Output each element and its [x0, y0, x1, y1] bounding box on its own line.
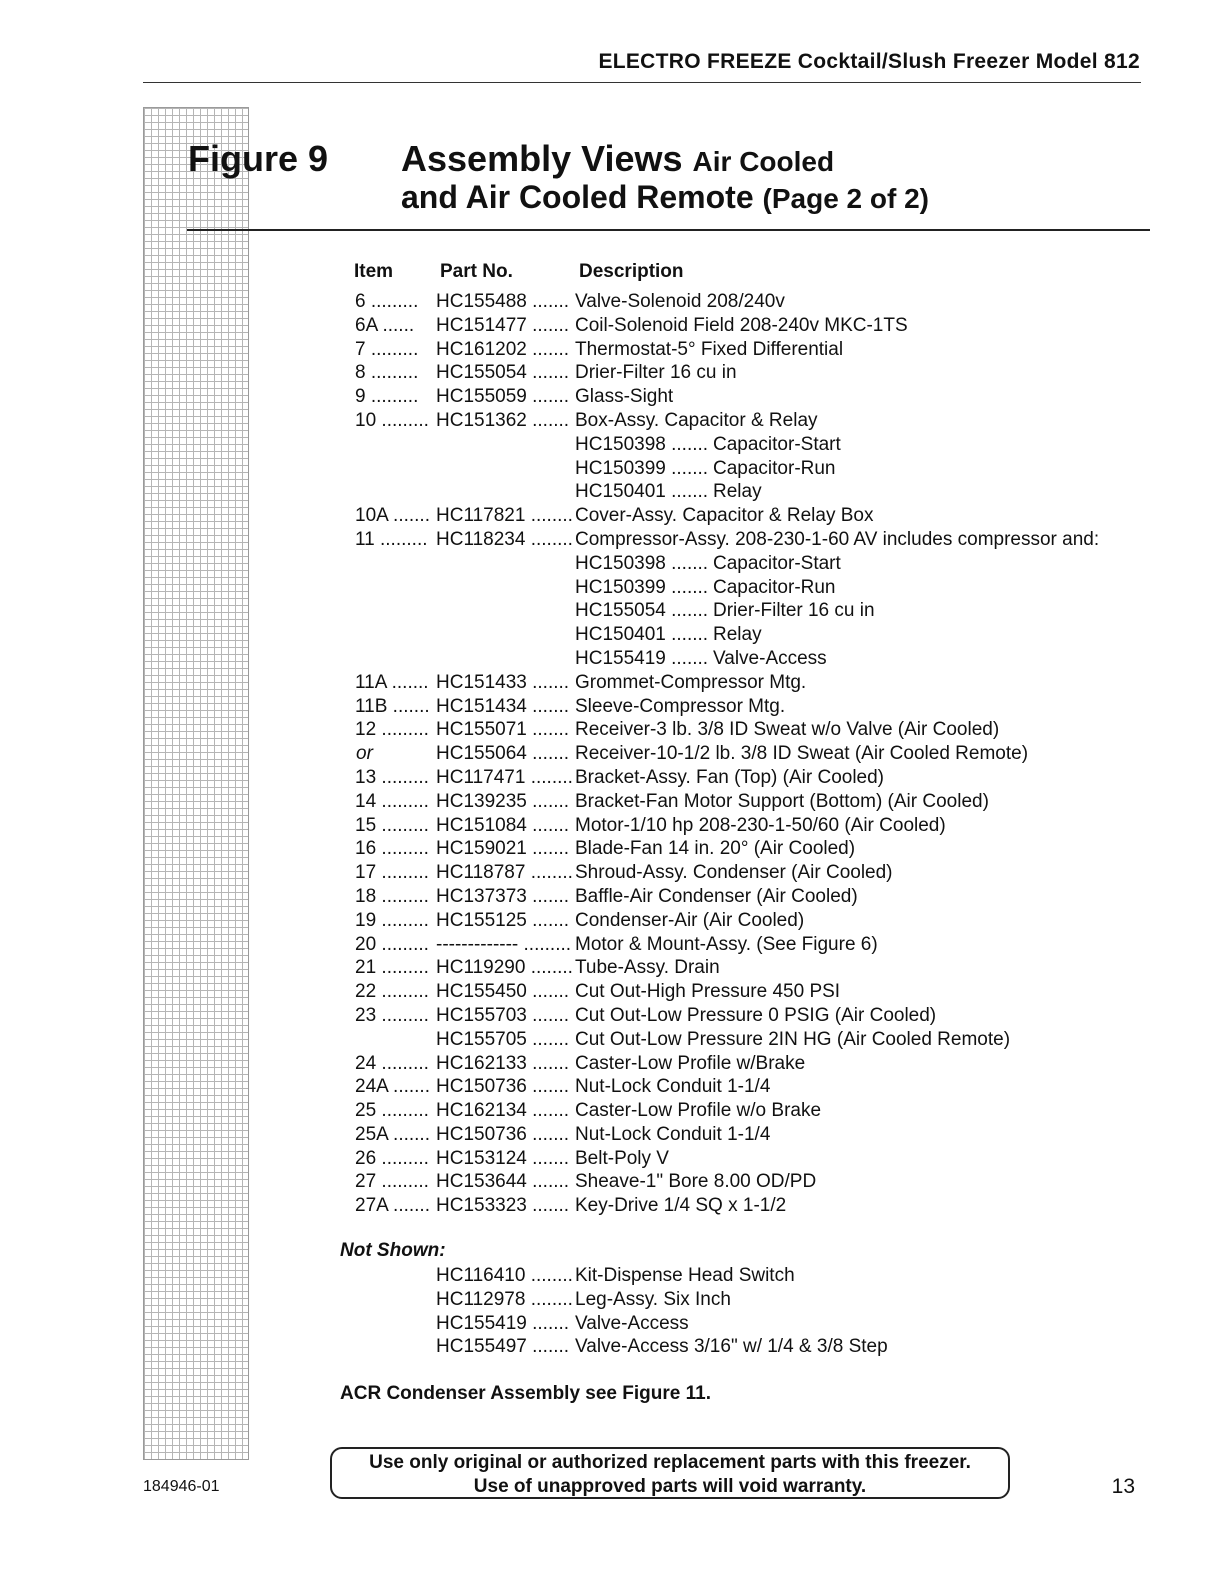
parts-row	[0, 361, 1224, 385]
acr-note: ACR Condenser Assembly see Figure 11.	[340, 1383, 711, 1404]
part-number: HC155450 .......	[436, 981, 570, 1003]
part-number: HC137373 .......	[436, 885, 570, 907]
not-shown-list	[0, 1264, 1224, 1359]
parts-row	[0, 718, 1224, 742]
parts-subrow	[0, 623, 1224, 647]
part-number: HC162133 .......	[436, 1052, 570, 1074]
part-description: Bracket-Fan Motor Support (Bottom) (Air Cooled)	[575, 790, 989, 812]
column-header-description: Description	[579, 261, 684, 282]
part-description: Caster-Low Profile w/Brake	[575, 1052, 806, 1074]
part-number: HC155419 .......	[436, 1312, 570, 1334]
item-number: 13 .........	[355, 766, 429, 788]
not-shown-label: Not Shown:	[340, 1240, 446, 1261]
part-description: Valve-Access 3/16" w/ 1/4 & 3/8 Step	[575, 1336, 888, 1358]
not-shown-row	[0, 1312, 1224, 1336]
part-description: Valve-Solenoid 208/240v	[575, 291, 785, 312]
part-description: Nut-Lock Conduit 1-1/4	[575, 1076, 771, 1098]
parts-subrow	[0, 552, 1224, 576]
parts-row	[0, 885, 1224, 909]
parts-row	[0, 790, 1224, 814]
part-description: Motor-1/10 hp 208-230-1-50/60 (Air Cooled)	[575, 814, 946, 836]
part-number: HC151084 .......	[436, 814, 570, 836]
sub-part-description: Capacitor-Start	[713, 433, 841, 455]
not-shown-row	[0, 1335, 1224, 1359]
figure-title-page: (Page 2 of 2)	[762, 183, 929, 214]
part-description: Cover-Assy. Capacitor & Relay Box	[575, 505, 874, 527]
part-description: Nut-Lock Conduit 1-1/4	[575, 1123, 771, 1145]
part-number: HC112978 ........	[436, 1288, 573, 1310]
part-number: HC155059 .......	[436, 386, 570, 408]
part-description: Caster-Low Profile w/o Brake	[575, 1100, 822, 1122]
part-number: HC139235 .......	[436, 790, 570, 812]
part-number: HC150736 .......	[436, 1123, 570, 1145]
parts-row	[0, 861, 1224, 885]
item-number: 11A .......	[355, 671, 429, 693]
part-number: HC116410 ........	[436, 1265, 573, 1286]
part-description: Leg-Assy. Six Inch	[575, 1288, 731, 1310]
sub-part-number: HC155419 .......	[575, 647, 709, 669]
parts-list	[0, 290, 1224, 1218]
part-number: HC155054 .......	[436, 362, 570, 384]
item-number: 17 .........	[355, 862, 429, 884]
parts-row	[0, 909, 1224, 933]
part-number: HC159021 .......	[436, 838, 570, 860]
item-number: 16 .........	[355, 838, 429, 860]
part-number: ------------- .........	[436, 933, 572, 955]
column-header-item: Item	[354, 261, 394, 282]
item-number: 27 .........	[355, 1171, 429, 1193]
part-number: HC155497 .......	[436, 1336, 570, 1358]
part-description: Motor & Mount-Assy. (See Figure 6)	[575, 933, 878, 955]
part-description: Receiver-10-1/2 lb. 3/8 ID Sweat (Air Cooled Remote)	[575, 743, 1029, 765]
item-number: 11 .........	[355, 528, 428, 550]
part-number: HC151434 .......	[436, 695, 570, 717]
warranty-warning-box	[330, 1447, 1010, 1499]
parts-row	[0, 1052, 1224, 1076]
parts-row	[0, 956, 1224, 980]
sub-part-description: Drier-Filter 16 cu in	[713, 600, 875, 622]
parts-row	[0, 1123, 1224, 1147]
part-number: HC151477 .......	[436, 314, 570, 336]
parts-row	[0, 338, 1224, 362]
parts-row	[0, 1194, 1224, 1218]
part-number: HC155064 .......	[436, 743, 570, 765]
page-number: 13	[1111, 1475, 1135, 1498]
part-description: Cut Out-Low Pressure 0 PSIG (Air Cooled)	[575, 1004, 937, 1026]
title-rule	[187, 229, 1150, 231]
part-description: Thermostat-5° Fixed Differential	[575, 338, 844, 360]
sub-part-description: Relay	[713, 481, 762, 503]
item-number: 25 .........	[355, 1100, 429, 1122]
sub-part-description: Capacitor-Run	[713, 457, 836, 479]
item-number: 26 .........	[355, 1147, 429, 1169]
item-number: 24A .......	[355, 1076, 430, 1098]
figure-label: Figure 9	[188, 138, 329, 179]
part-number: HC119290 ........	[436, 957, 573, 979]
part-description: Sleeve-Compressor Mtg.	[575, 695, 786, 717]
sub-part-description: Relay	[713, 624, 762, 646]
parts-row	[0, 742, 1224, 766]
parts-row	[0, 409, 1224, 433]
item-number: 12 .........	[355, 719, 429, 741]
part-description: Drier-Filter 16 cu in	[575, 362, 737, 384]
parts-row	[0, 671, 1224, 695]
part-description: Blade-Fan 14 in. 20° (Air Cooled)	[575, 838, 856, 860]
part-number: HC161202 .......	[436, 338, 570, 360]
sub-part-number: HC150401 .......	[575, 481, 709, 503]
sub-part-description: Valve-Access	[713, 647, 827, 669]
item-number: 10A .......	[355, 505, 430, 527]
item-number: 7 .........	[355, 338, 419, 360]
part-description: Sheave-1" Bore 8.00 OD/PD	[575, 1171, 817, 1193]
part-number: HC150736 .......	[436, 1076, 570, 1098]
warning-line2: Use of unapproved parts will void warranty.	[473, 1476, 867, 1497]
parts-row	[0, 1028, 1224, 1052]
part-number: HC155488 .......	[436, 291, 570, 312]
part-description: Box-Assy. Capacitor & Relay	[575, 409, 818, 431]
header-title: ELECTRO FREEZE Cocktail/Slush Freezer Model 812	[598, 50, 1140, 73]
parts-row	[0, 1075, 1224, 1099]
part-number: HC117821 ........	[436, 505, 573, 527]
not-shown-row	[0, 1288, 1224, 1312]
item-number: 23 .........	[355, 1004, 429, 1026]
not-shown-row	[0, 1264, 1224, 1288]
figure-title-line2	[401, 179, 929, 216]
sub-part-number: HC150399 .......	[575, 457, 709, 479]
part-description: Condenser-Air (Air Cooled)	[575, 909, 805, 931]
figure-title-remote: and Air Cooled Remote	[401, 179, 754, 215]
document-number: 184946-01	[143, 1478, 220, 1495]
part-number: HC117471 ........	[436, 766, 573, 788]
item-number: 18 .........	[355, 885, 429, 907]
item-number: 22 .........	[355, 981, 429, 1003]
parts-row	[0, 528, 1224, 552]
item-number: 14 .........	[355, 790, 429, 812]
item-number: 15 .........	[355, 814, 429, 836]
parts-row	[0, 385, 1224, 409]
sub-part-number: HC155054 .......	[575, 600, 709, 622]
parts-row	[0, 814, 1224, 838]
part-description: Tube-Assy. Drain	[575, 957, 720, 979]
item-number: 25A .......	[355, 1123, 430, 1145]
parts-subrow	[0, 599, 1224, 623]
part-number: HC153323 .......	[436, 1195, 570, 1217]
header-rule	[143, 82, 1141, 83]
part-description: Coil-Solenoid Field 208-240v MKC-1TS	[575, 314, 908, 336]
warning-line1: Use only original or authorized replacement parts with this freezer.	[369, 1452, 971, 1473]
parts-subrow	[0, 433, 1224, 457]
part-description: Shroud-Assy. Condenser (Air Cooled)	[575, 862, 893, 884]
part-number: HC153124 .......	[436, 1147, 570, 1169]
part-description: Kit-Dispense Head Switch	[575, 1265, 795, 1286]
parts-row	[0, 1004, 1224, 1028]
part-description: Bracket-Assy. Fan (Top) (Air Cooled)	[575, 766, 885, 788]
item-number: or	[356, 743, 373, 765]
parts-row	[0, 980, 1224, 1004]
parts-row	[0, 1099, 1224, 1123]
part-description: Receiver-3 lb. 3/8 ID Sweat w/o Valve (Air Cooled)	[575, 719, 1000, 741]
item-number: 21 .........	[355, 957, 429, 979]
parts-row	[0, 504, 1224, 528]
item-number: 6A ......	[355, 314, 415, 336]
column-header-part: Part No.	[440, 261, 513, 282]
part-description: Glass-Sight	[575, 386, 674, 408]
part-description: Compressor-Assy. 208-230-1-60 AV includes compressor and:	[575, 528, 1100, 550]
item-number: 20 .........	[355, 933, 429, 955]
part-number: HC155071 .......	[436, 719, 570, 741]
part-description: Key-Drive 1/4 SQ x 1-1/2	[575, 1195, 787, 1217]
item-number: 27A .......	[355, 1195, 430, 1217]
part-number: HC118787 ........	[436, 862, 573, 884]
sub-part-number: HC150401 .......	[575, 624, 709, 646]
parts-row	[0, 314, 1224, 338]
parts-row	[0, 695, 1224, 719]
sub-part-description: Capacitor-Start	[713, 552, 841, 574]
item-number: 8 .........	[355, 362, 419, 384]
item-number: 10 .........	[355, 409, 429, 431]
figure-title-air: Air Cooled	[692, 146, 835, 177]
sub-part-number: HC150398 .......	[575, 552, 709, 574]
part-number: HC118234 ........	[436, 528, 573, 550]
item-number: 11B .......	[355, 695, 430, 717]
part-number: HC151433 .......	[436, 671, 570, 693]
parts-subrow	[0, 480, 1224, 504]
part-number: HC151362 .......	[436, 409, 570, 431]
parts-row	[0, 1147, 1224, 1171]
figure-title-line1	[401, 138, 834, 180]
part-description: Valve-Access	[575, 1312, 689, 1334]
figure-title-main: Assembly Views	[401, 138, 683, 179]
parts-row	[0, 766, 1224, 790]
parts-row	[0, 933, 1224, 957]
part-number: HC155705 .......	[436, 1028, 570, 1050]
part-number: HC155703 .......	[436, 1004, 570, 1026]
part-number: HC162134 .......	[436, 1100, 570, 1122]
sub-part-number: HC150398 .......	[575, 433, 709, 455]
part-description: Belt-Poly V	[575, 1147, 669, 1169]
parts-subrow	[0, 457, 1224, 481]
parts-row	[0, 837, 1224, 861]
part-description: Cut Out-High Pressure 450 PSI	[575, 981, 841, 1003]
part-number: HC155125 .......	[436, 909, 570, 931]
sub-part-number: HC150399 .......	[575, 576, 709, 598]
item-number: 24 .........	[355, 1052, 429, 1074]
part-description: Grommet-Compressor Mtg.	[575, 671, 807, 693]
part-description: Cut Out-Low Pressure 2IN HG (Air Cooled Remote)	[575, 1028, 1011, 1050]
part-number: HC153644 .......	[436, 1171, 570, 1193]
item-number: 6 .........	[355, 291, 419, 312]
parts-row	[0, 1170, 1224, 1194]
sub-part-description: Capacitor-Run	[713, 576, 836, 598]
parts-row	[0, 290, 1224, 314]
item-number: 19 .........	[355, 909, 429, 931]
part-description: Baffle-Air Condenser (Air Cooled)	[575, 885, 858, 907]
parts-subrow	[0, 576, 1224, 600]
item-number: 9 .........	[355, 386, 419, 408]
parts-subrow	[0, 647, 1224, 671]
